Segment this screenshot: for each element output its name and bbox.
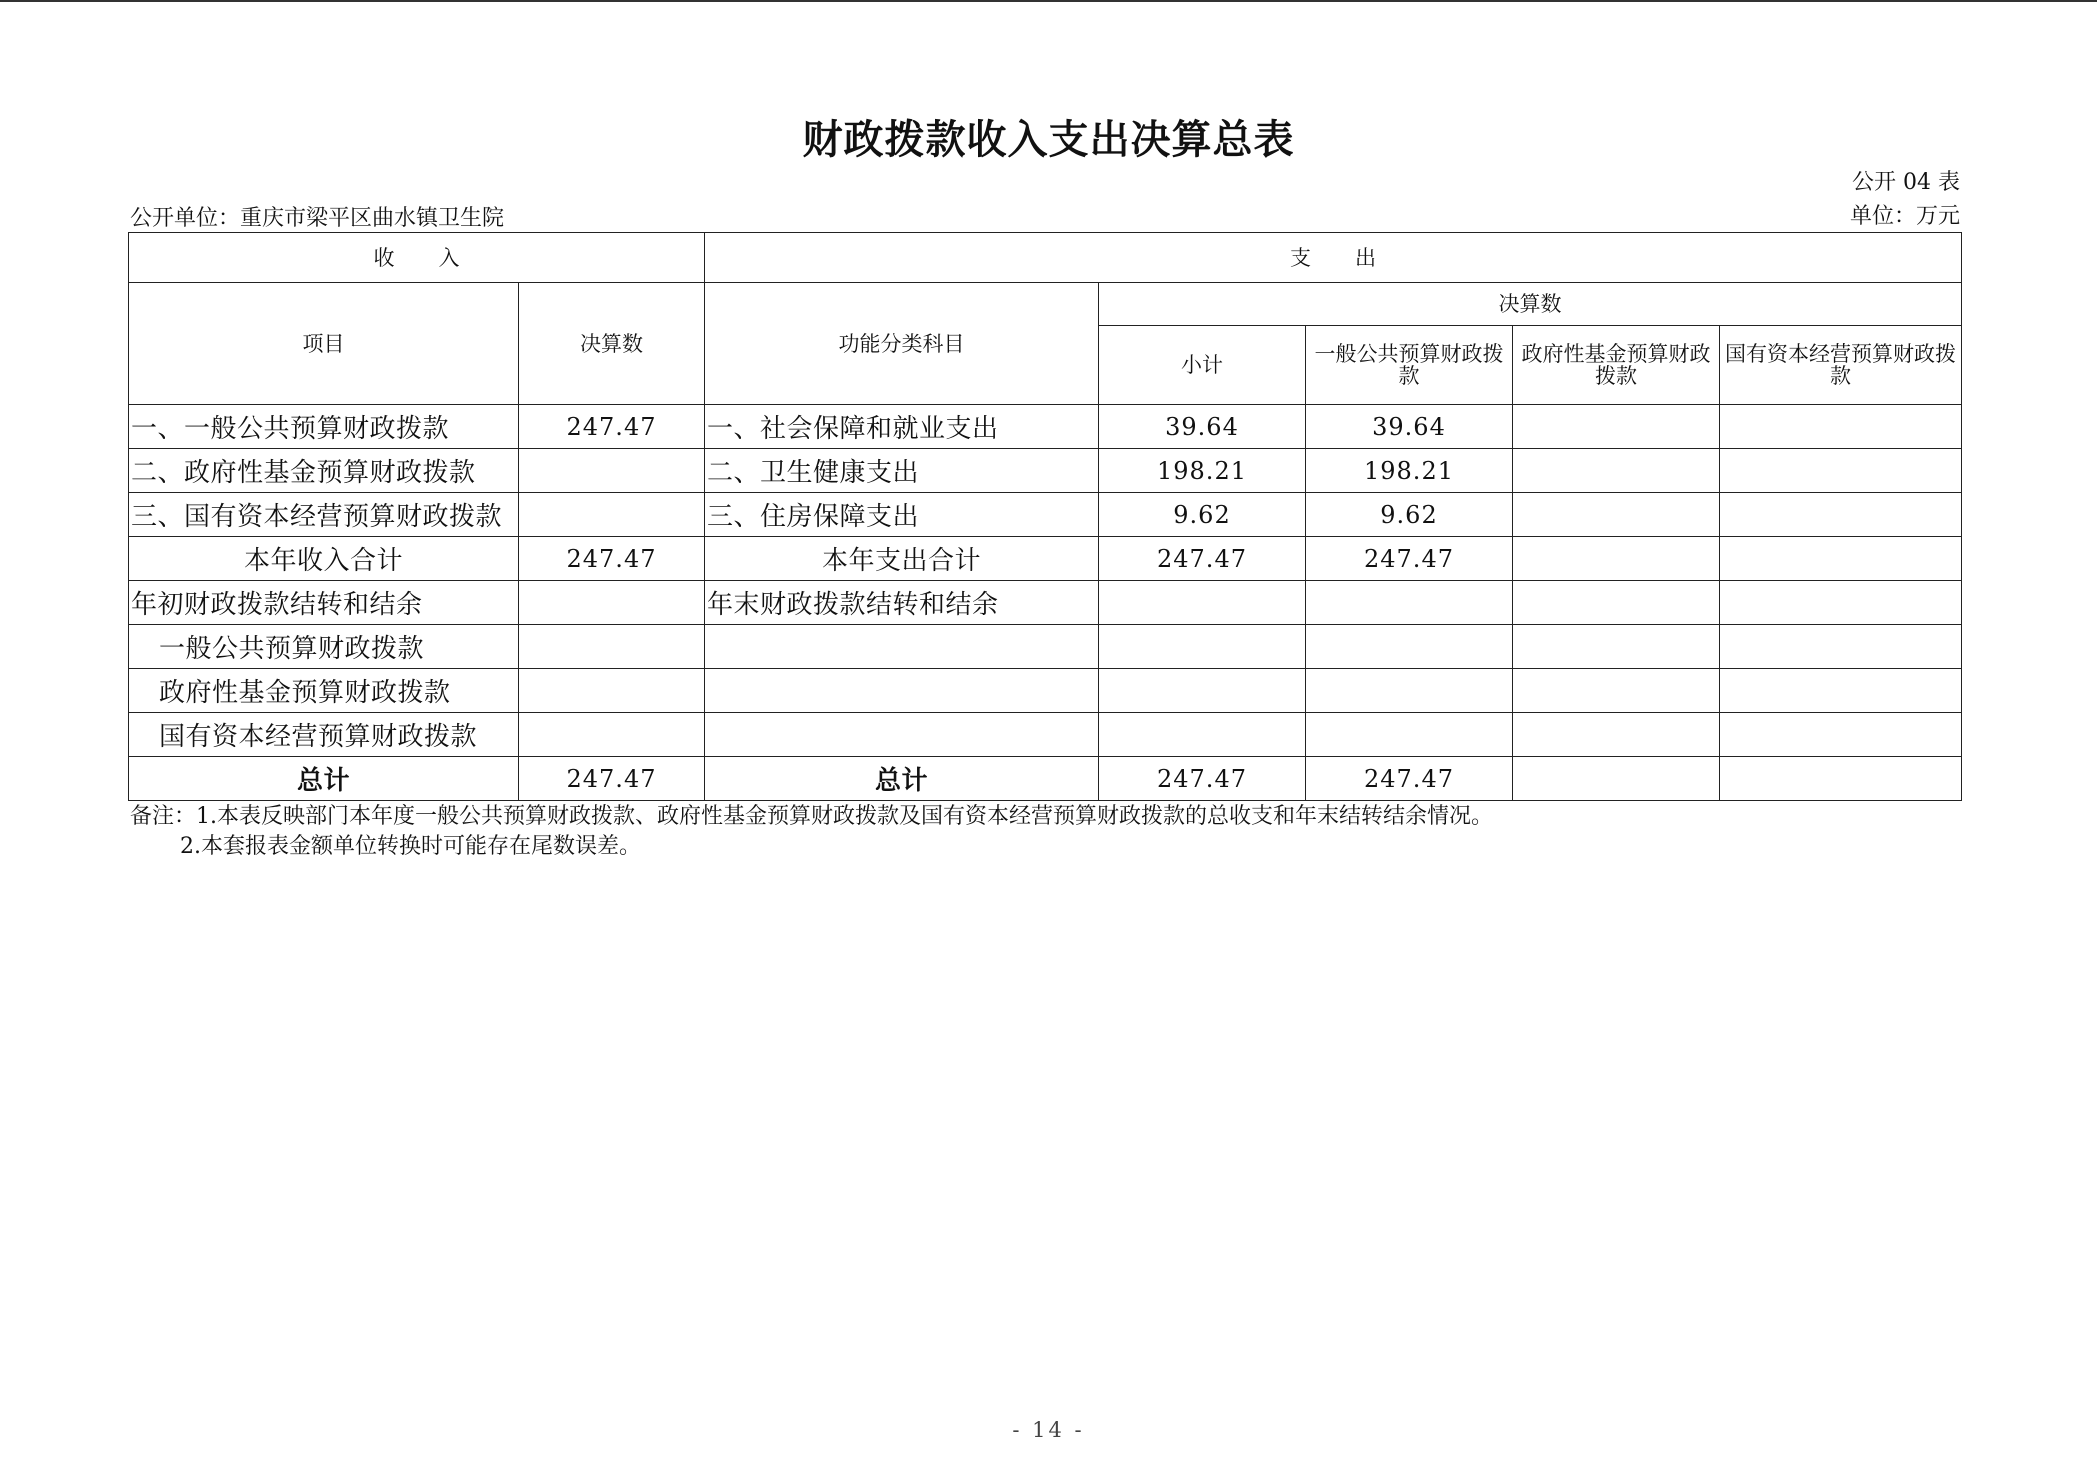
income-item: 年初财政拨款结转和结余 <box>129 581 519 625</box>
state-capital-value <box>1720 537 1962 581</box>
expense-item <box>705 625 1099 669</box>
general-budget-value <box>1306 713 1513 757</box>
gov-fund-value <box>1513 669 1720 713</box>
gov-fund-header: 政府性基金预算财政拨款 <box>1513 326 1720 405</box>
expense-item <box>705 669 1099 713</box>
table-row <box>129 757 1962 801</box>
function-subject-header: 功能分类科目 <box>705 283 1099 405</box>
general-budget-value <box>1306 669 1513 713</box>
expense-item: 年末财政拨款结转和结余 <box>705 581 1099 625</box>
general-budget-header: 一般公共预算财政拨款 <box>1306 326 1513 405</box>
income-item: 国有资本经营预算财政拨款 <box>129 713 519 757</box>
currency-unit: 单位：万元 <box>1849 204 1960 229</box>
table-row <box>129 581 1962 625</box>
income-amount <box>519 669 705 713</box>
state-capital-value <box>1720 669 1962 713</box>
general-budget-value: 247.47 <box>1306 757 1513 801</box>
income-amount <box>519 493 705 537</box>
gov-fund-value <box>1513 625 1720 669</box>
table-row <box>129 405 1962 449</box>
subtotal-value: 247.47 <box>1099 537 1306 581</box>
subtotal-value <box>1099 581 1306 625</box>
page-title: 财政拨款收入支出决算总表 <box>802 117 1295 163</box>
income-item: 政府性基金预算财政拨款 <box>129 669 519 713</box>
expense-item: 一、社会保障和就业支出 <box>705 405 1099 449</box>
item-header: 项目 <box>129 283 519 405</box>
gov-fund-value <box>1513 537 1720 581</box>
state-capital-value <box>1720 713 1962 757</box>
subtotal-value: 9.62 <box>1099 493 1306 537</box>
income-header: 收入 <box>129 233 705 283</box>
subtotal-header: 小计 <box>1099 326 1306 405</box>
note-line-2: 2.本套报表金额单位转换时可能存在尾数误差。 <box>180 834 641 859</box>
subtotal-value <box>1099 713 1306 757</box>
state-capital-value <box>1720 625 1962 669</box>
table-row <box>129 713 1962 757</box>
subtotal-value: 247.47 <box>1099 757 1306 801</box>
income-item: 二、政府性基金预算财政拨款 <box>129 449 519 493</box>
expense-item <box>705 713 1099 757</box>
subtotal-value: 198.21 <box>1099 449 1306 493</box>
budget-summary-table <box>128 232 1962 801</box>
table-row <box>129 625 1962 669</box>
income-item: 本年收入合计 <box>129 537 519 581</box>
gov-fund-value <box>1513 757 1720 801</box>
gov-fund-value <box>1513 449 1720 493</box>
gov-fund-value <box>1513 493 1720 537</box>
table-row <box>129 669 1962 713</box>
expense-item: 本年支出合计 <box>705 537 1099 581</box>
subtotal-value <box>1099 669 1306 713</box>
general-budget-value <box>1306 581 1513 625</box>
state-capital-header: 国有资本经营预算财政拨款 <box>1720 326 1962 405</box>
general-budget-value: 247.47 <box>1306 537 1513 581</box>
expense-item: 三、住房保障支出 <box>705 493 1099 537</box>
table-row <box>129 449 1962 493</box>
table-row <box>129 493 1962 537</box>
state-capital-value <box>1720 405 1962 449</box>
income-amount <box>519 449 705 493</box>
state-capital-value <box>1720 493 1962 537</box>
subtotal-value: 39.64 <box>1099 405 1306 449</box>
state-capital-value <box>1720 757 1962 801</box>
state-capital-value <box>1720 449 1962 493</box>
general-budget-value <box>1306 625 1513 669</box>
income-item: 一、一般公共预算财政拨款 <box>129 405 519 449</box>
reporting-unit: 公开单位：重庆市梁平区曲水镇卫生院 <box>130 206 505 231</box>
income-amount: 247.47 <box>519 405 705 449</box>
income-amount: 247.47 <box>519 537 705 581</box>
expense-item: 二、卫生健康支出 <box>705 449 1099 493</box>
income-amount <box>519 625 705 669</box>
expense-item: 总计 <box>705 757 1099 801</box>
income-item: 总计 <box>129 757 519 801</box>
amount-header: 决算数 <box>519 283 705 405</box>
subtotal-value <box>1099 625 1306 669</box>
income-amount: 247.47 <box>519 757 705 801</box>
income-item: 三、国有资本经营预算财政拨款 <box>129 493 519 537</box>
form-number: 公开 04 表 <box>1852 170 1960 195</box>
general-budget-value: 198.21 <box>1306 449 1513 493</box>
notes <box>130 802 1493 862</box>
note-line-1: 备注：1.本表反映部门本年度一般公共预算财政拨款、政府性基金预算财政拨款及国有资本经营预算财政拨款的总收支和年末结转结余情况。 <box>130 804 1493 829</box>
income-amount <box>519 713 705 757</box>
gov-fund-value <box>1513 581 1720 625</box>
final-amount-header: 决算数 <box>1099 283 1962 326</box>
table-row <box>129 537 1962 581</box>
general-budget-value: 39.64 <box>1306 405 1513 449</box>
page-number: - 14 - <box>1012 1418 1085 1442</box>
income-amount <box>519 581 705 625</box>
state-capital-value <box>1720 581 1962 625</box>
top-border-line <box>0 0 2097 2</box>
gov-fund-value <box>1513 713 1720 757</box>
income-item: 一般公共预算财政拨款 <box>129 625 519 669</box>
expense-header: 支出 <box>705 233 1962 283</box>
gov-fund-value <box>1513 405 1720 449</box>
general-budget-value: 9.62 <box>1306 493 1513 537</box>
